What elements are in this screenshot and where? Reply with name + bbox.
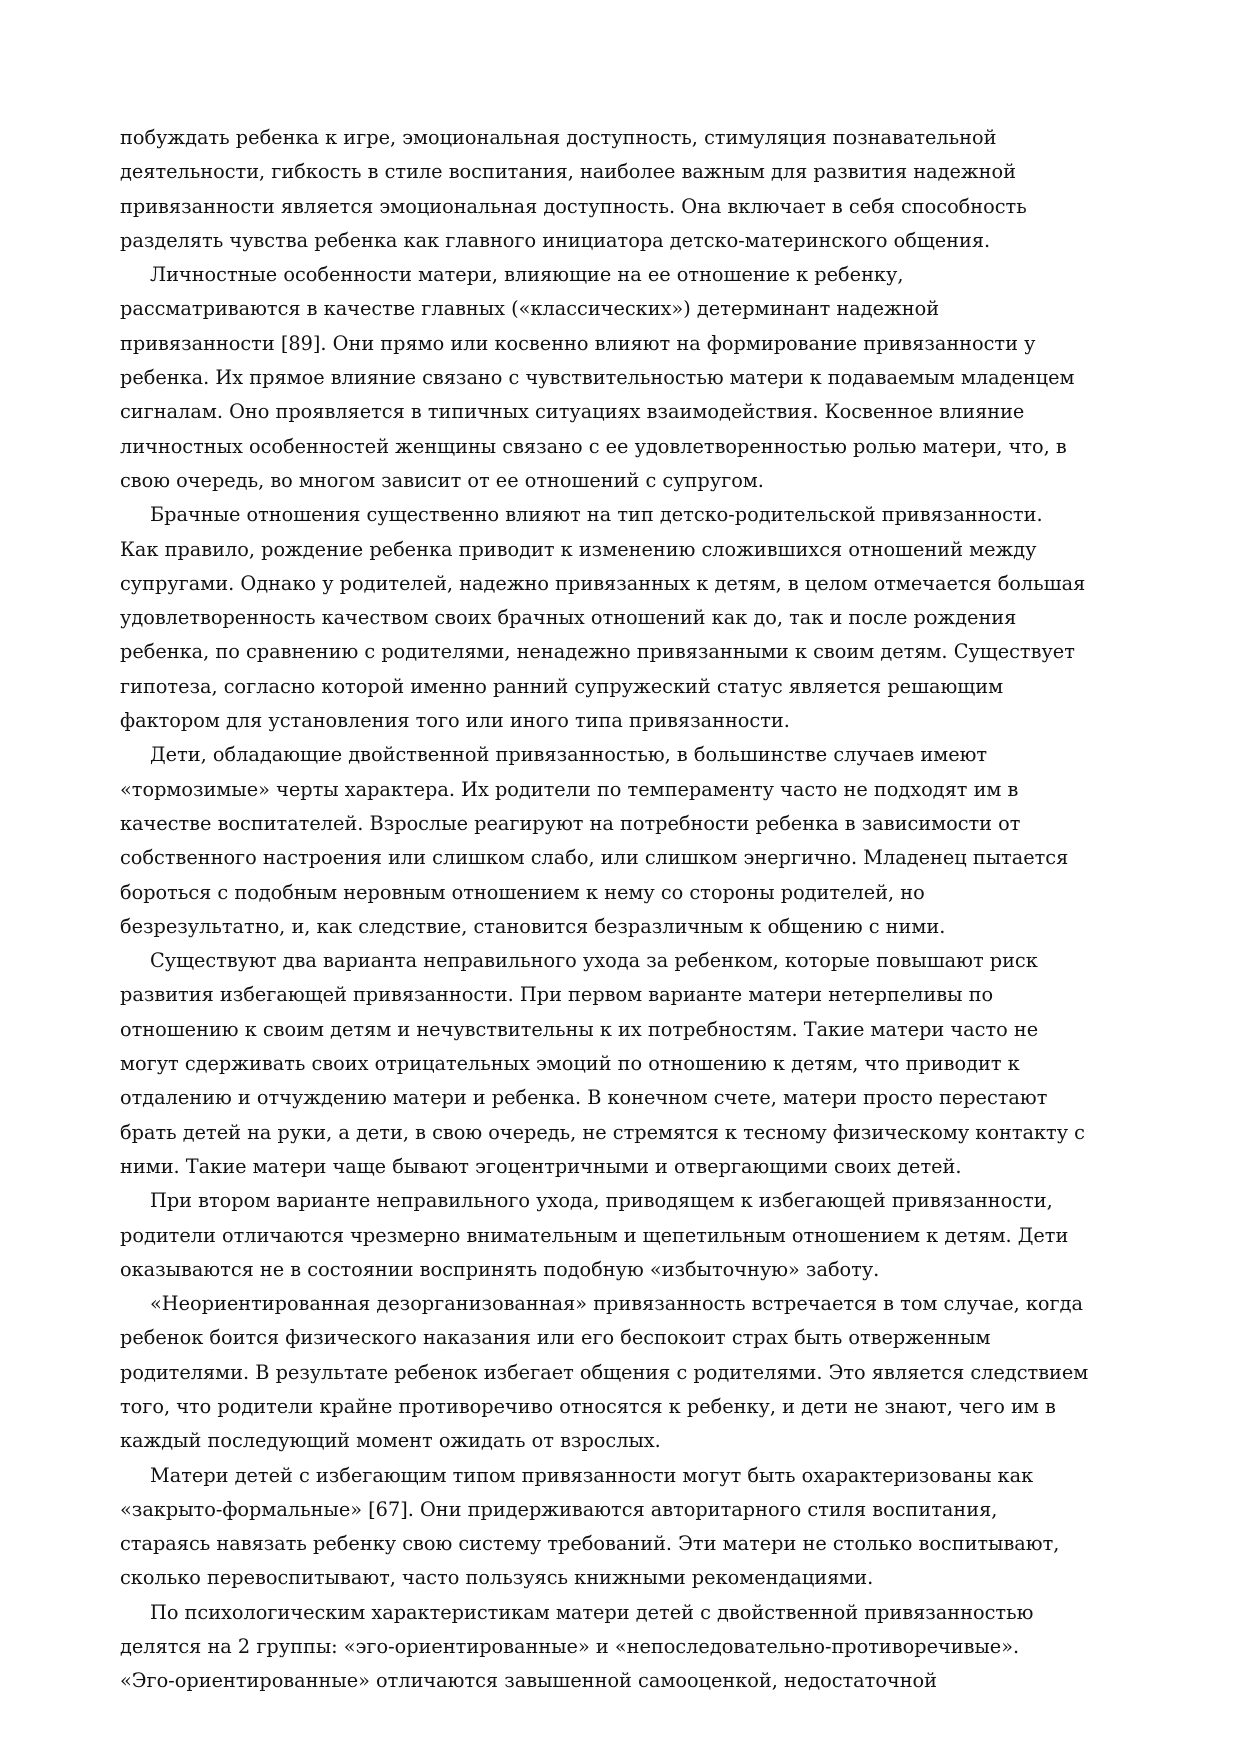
text-line: По психологическим характеристикам матери детей с двойственной привязанностью	[150, 1600, 1034, 1624]
text-line: сколько перевоспитывают, часто пользуясь книжными рекомендациями.	[120, 1566, 874, 1590]
text-line: супругами. Однако у родителей, надежно привязанных к детям, в целом отмечается большая	[120, 571, 1086, 595]
text-line: родители отличаются чрезмерно внимательным и щепетильным отношением к детям. Дети	[120, 1223, 1069, 1247]
paragraph	[120, 498, 1140, 738]
document-body	[120, 121, 1140, 1699]
paragraph	[120, 121, 1140, 258]
text-line: Личностные особенности матери, влияющие на ее отношение к ребенку,	[150, 263, 904, 287]
text-line: При втором варианте неправильного ухода, приводящем к избегающей привязанности,	[150, 1189, 1053, 1213]
text-line: ребенок боится физического наказания или его беспокоит страх быть отверженным	[120, 1326, 991, 1350]
text-line: того, что родители крайне противоречиво относятся к ребенку, и дети не знают, чего им в	[120, 1394, 1056, 1418]
text-line: Существуют два варианта неправильного ухода за ребенком, которые повышают риск	[150, 949, 1038, 973]
text-line: каждый последующий момент ожидать от взрослых.	[120, 1429, 661, 1453]
text-line: деятельности, гибкость в стиле воспитания, наиболее важным для развития надежной	[120, 160, 1016, 184]
text-line: оказываются не в состоянии воспринять подобную «избыточную» заботу.	[120, 1257, 880, 1281]
paragraph	[120, 258, 1140, 498]
text-line: личностных особенностей женщины связано с ее удовлетворенностью ролью матери, что, в	[120, 434, 1067, 458]
text-line: ними. Такие матери чаще бывают эгоцентричными и отвергающими своих детей.	[120, 1154, 962, 1178]
text-line: безрезультатно, и, как следствие, становится безразличным к общению с ними.	[120, 914, 946, 938]
text-line: отношению к своим детям и нечувствительны к их потребностям. Такие матери часто не	[120, 1017, 1039, 1041]
text-line: удовлетворенность качеством своих брачных отношений как до, так и после рождения	[120, 606, 1017, 630]
text-line: делятся на 2 группы: «эго-ориентированные» и «непоследовательно-противоречивые».	[120, 1635, 1020, 1659]
paragraph	[120, 1287, 1140, 1458]
text-line: побуждать ребенка к игре, эмоциональная доступность, стимуляция познавательной	[120, 126, 997, 149]
text-line: привязанности является эмоциональная доступность. Она включает в себя способность	[120, 194, 1027, 218]
text-line: «закрыто-формальные» [67]. Они придерживаются авторитарного стиля воспитания,	[120, 1497, 998, 1521]
text-line: брать детей на руки, а дети, в свою очередь, не стремятся к тесному физическому контакту с	[120, 1120, 1085, 1144]
text-line: привязанности [89]. Они прямо или косвенно влияют на формирование привязанности у	[120, 331, 1036, 355]
text-line: Матери детей с избегающим типом привязанности могут быть охарактеризованы как	[150, 1463, 1034, 1487]
text-line: ребенка. Их прямое влияние связано с чувствительностью матери к подаваемым младенцем	[120, 366, 1075, 390]
text-line: родителями. В результате ребенок избегает общения с родителями. Это является следствием	[120, 1360, 1089, 1384]
text-line: свою очередь, во многом зависит от ее отношений с супругом.	[120, 468, 764, 492]
text-line: «Эго-ориентированные» отличаются завышенной самооценкой, недостаточной	[120, 1669, 938, 1693]
text-line: бороться с подобным неровным отношением к нему со стороны родителей, но	[120, 880, 925, 904]
text-line: качестве воспитателей. Взрослые реагируют на потребности ребенка в зависимости от	[120, 811, 1021, 835]
text-line: ребенка, по сравнению с родителями, ненадежно привязанными к своим детям. Существует	[120, 640, 1075, 664]
text-line: могут сдерживать своих отрицательных эмоций по отношению к детям, что приводит к	[120, 1052, 1020, 1076]
text-line: фактором для установления того или иного типа привязанности.	[120, 709, 790, 733]
text-line: разделять чувства ребенка как главного инициатора детско-материнского общения.	[120, 228, 991, 252]
text-line: стараясь навязать ребенку свою систему требований. Эти матери не столько воспитывают,	[120, 1532, 1060, 1556]
text-line: собственного настроения или слишком слабо, или слишком энергично. Младенец пытается	[120, 846, 1069, 870]
text-line: Как правило, рождение ребенка приводит к изменению сложившихся отношений между	[120, 537, 1037, 561]
text-line: развития избегающей привязанности. При первом варианте матери нетерпеливы по	[120, 983, 994, 1007]
text-line: «тормозимые» черты характера. Их родители по темпераменту часто не подходят им в	[120, 777, 1019, 801]
paragraph	[120, 1184, 1140, 1287]
paragraph	[120, 1459, 1140, 1596]
text-line: Брачные отношения существенно влияют на тип детско-родительской привязанности.	[150, 503, 1043, 527]
text-line: гипотеза, согласно которой именно ранний супружеский статус является решающим	[120, 674, 1004, 698]
paragraph	[120, 1596, 1140, 1699]
text-line: рассматриваются в качестве главных («классических») детерминант надежной	[120, 297, 940, 321]
text-line: сигналам. Оно проявляется в типичных ситуациях взаимодействия. Косвенное влияние	[120, 400, 1025, 424]
text-line: «Неориентированная дезорганизованная» привязанность встречается в том случае, когда	[150, 1292, 1083, 1316]
paragraph	[120, 738, 1140, 944]
text-line: Дети, обладающие двойственной привязанностью, в большинстве случаев имеют	[150, 743, 988, 767]
paragraph	[120, 944, 1140, 1184]
text-line: отдалению и отчуждению матери и ребенка. В конечном счете, матери просто перестают	[120, 1086, 1048, 1110]
